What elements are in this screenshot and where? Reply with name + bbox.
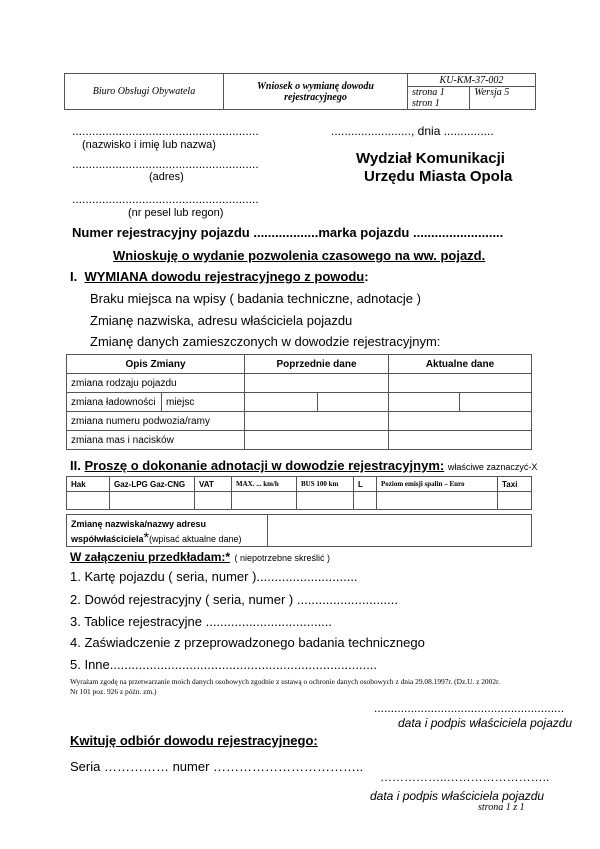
version-cell <box>470 87 536 110</box>
header-table <box>64 73 536 110</box>
address-label: (adres) <box>149 171 184 183</box>
office-name: Biuro Obsługi Obywatela <box>92 86 196 97</box>
vat-checkbox[interactable] <box>195 492 232 510</box>
consent-line-1: Wyrażam zgodę na przetwarzanie moich danych osobowych zgodnie z ustawą o ochronie danych osobowych z dnia 29.08.1997r. (Dz.U. z 2002r. <box>70 677 500 686</box>
pesel-label: (nr pesel lub regon) <box>128 207 224 219</box>
section1-title: WYMIANA dowodu rejestracyjnego z powodu <box>84 269 365 284</box>
pages-label: stron 1 <box>412 98 440 109</box>
form-title-cell <box>224 74 408 110</box>
row-label: zmiana rodzaju pojazdu <box>67 374 245 393</box>
attachment-item: 5. Inne.......................................................................... <box>70 657 378 672</box>
taxi-checkbox[interactable] <box>498 492 532 510</box>
receipt-series-line: Seria …………… numer …………………………….. <box>70 759 364 774</box>
row-label: zmiana mas i nacisków <box>67 431 245 450</box>
gas-checkbox[interactable] <box>110 492 195 510</box>
vehicle-line: Numer rejestracyjny pojazdu ..................marka pojazdu ......................... <box>72 225 504 240</box>
coowner-value-cell[interactable] <box>268 515 532 547</box>
receipt-dots: ……………..…………………….. <box>380 770 550 784</box>
col-max-speed: MAX. ... km/h <box>232 477 297 492</box>
consent-text <box>70 677 500 697</box>
col-emission: Poziom emisji spalin – Euro <box>377 477 498 492</box>
coowner-label-2: współwłaściciela <box>71 533 144 544</box>
current-capacity-cell[interactable] <box>389 393 460 412</box>
signature-1-dots: ......................................................... <box>374 701 565 715</box>
current-value-cell[interactable] <box>389 412 532 431</box>
address-dots: ........................................................ <box>72 157 259 171</box>
version-label: Wersja 5 <box>474 87 510 98</box>
bus-checkbox[interactable] <box>297 492 354 510</box>
page-label: strona 1 <box>412 87 445 98</box>
section2-number: II. <box>70 458 81 473</box>
receipt-heading: Kwituję odbiór dowodu rejestracyjnego: <box>70 733 318 748</box>
coowner-asterisk: * <box>143 528 149 545</box>
current-seats-cell[interactable] <box>460 393 532 412</box>
receipt-signature-label: data i podpis właściciela pojazdu <box>370 789 545 803</box>
previous-value-cell[interactable] <box>245 374 389 393</box>
page-cell <box>408 87 470 99</box>
name-label: (nazwisko i imię lub nazwa) <box>82 139 216 151</box>
office-cell <box>65 74 224 110</box>
section1-colon: : <box>364 269 369 284</box>
col-l: L <box>354 477 377 492</box>
coowner-label-1: Zmianę nazwiska/nazwy adresu <box>71 518 207 529</box>
name-dots: ........................................................ <box>72 124 259 138</box>
coowner-table <box>66 514 532 547</box>
col-previous: Poprzednie dane <box>245 355 389 374</box>
col-gas: Gaz-LPG Gaz-CNG <box>110 477 195 492</box>
pesel-dots: ........................................................ <box>72 192 259 206</box>
page-number: strona 1 z 1 <box>478 802 525 813</box>
attachments-title: W załączeniu przedkładam:* <box>70 550 231 564</box>
attachment-item: 1. Kartę pojazdu ( seria, numer )............................ <box>70 569 358 584</box>
coowner-label-cell <box>67 515 268 547</box>
changes-table <box>66 354 532 450</box>
previous-value-cell[interactable] <box>245 431 389 450</box>
pages-cell <box>408 98 470 110</box>
section2-note: właściwe zaznaczyć-X <box>447 462 538 472</box>
attachment-item: 4. Zaświadczenie z przeprowadzonego badania technicznego <box>70 635 425 650</box>
col-taxi: Taxi <box>498 477 532 492</box>
table-row <box>67 374 532 393</box>
consent-line-2: Nr 101 poz. 926 z późn. zm.) <box>70 687 157 696</box>
seats-label: miejsc <box>162 393 245 412</box>
reason-1: Braku miejsca na wpisy ( badania techniczne, adnotacje ) <box>90 291 421 306</box>
previous-capacity-cell[interactable] <box>245 393 318 412</box>
section1-number: I. <box>70 269 78 284</box>
current-value-cell[interactable] <box>389 374 532 393</box>
current-value-cell[interactable] <box>389 431 532 450</box>
hak-checkbox[interactable] <box>67 492 110 510</box>
table-row <box>67 393 532 412</box>
section2-title: Proszę o dokonanie adnotacji w dowodzie rejestracyjnym: <box>84 458 445 473</box>
recipient-line-1: Wydział Komunikacji <box>356 150 505 167</box>
section2-heading <box>70 458 537 473</box>
signature-1-label: data i podpis właściciela pojazdu <box>398 716 573 730</box>
table-row <box>67 492 532 510</box>
annotations-table <box>66 476 532 510</box>
form-code: KU-KM-37-002 <box>439 74 504 86</box>
coowner-note: (wpisać aktualne dane) <box>149 533 242 544</box>
section1-heading <box>70 269 369 284</box>
form-title: Wniosek o wymianę dowodu rejestracyjnego <box>257 80 374 103</box>
table-row <box>67 431 532 450</box>
col-bus: BUS 100 km <box>297 477 354 492</box>
reason-3: Zmianę danych zamieszczonych w dowodzie rejestracyjnym: <box>90 334 441 349</box>
col-current: Aktualne dane <box>389 355 532 374</box>
l-checkbox[interactable] <box>354 492 377 510</box>
table-row <box>67 412 532 431</box>
col-vat: VAT <box>195 477 232 492</box>
row-label: zmiana ładowności <box>67 393 162 412</box>
previous-value-cell[interactable] <box>245 412 389 431</box>
emission-checkbox[interactable] <box>377 492 498 510</box>
attachment-item: 3. Tablice rejestracyjne ................................... <box>70 614 333 629</box>
attachments-note: ( niepotrzebne skreślić ) <box>234 553 331 563</box>
date-line: ........................, dnia ............... <box>331 124 494 138</box>
col-hak: Hak <box>67 477 110 492</box>
attachment-item: 2. Dowód rejestracyjny ( seria, numer ) ............................ <box>70 592 398 607</box>
max-speed-checkbox[interactable] <box>232 492 297 510</box>
col-description: Opis Zmiany <box>67 355 245 374</box>
request-heading: Wnioskuję o wydanie pozwolenia czasowego na ww. pojazd. <box>113 248 486 263</box>
code-cell <box>408 74 536 87</box>
row-label: zmiana numeru podwozia/ramy <box>67 412 245 431</box>
recipient-line-2: Urzędu Miasta Opola <box>364 168 513 185</box>
previous-seats-cell[interactable] <box>318 393 389 412</box>
attachments-heading <box>70 548 330 566</box>
reason-2: Zmianę nazwiska, adresu właściciela pojazdu <box>90 313 353 328</box>
